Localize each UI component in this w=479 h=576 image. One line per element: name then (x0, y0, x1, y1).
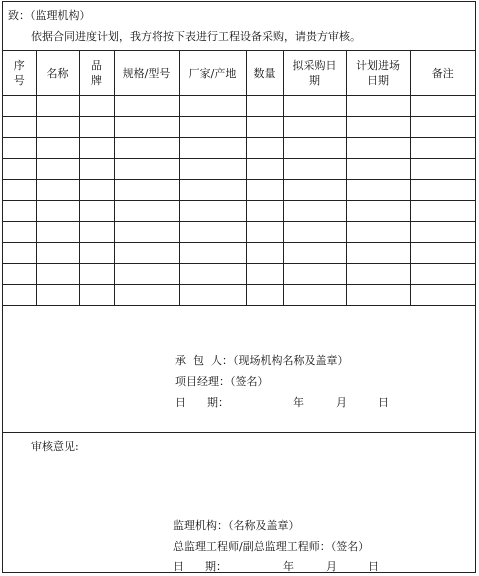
table-cell[interactable] (79, 96, 114, 117)
table-cell[interactable] (246, 285, 283, 306)
table-cell[interactable] (79, 243, 114, 264)
table-cell[interactable] (114, 180, 179, 201)
column-header: 序 号 (3, 51, 36, 96)
table-row (3, 243, 475, 264)
table-cell[interactable] (410, 201, 475, 222)
table-cell[interactable] (179, 96, 246, 117)
table-cell[interactable] (179, 243, 246, 264)
table-row (3, 285, 475, 306)
table-header-row (3, 51, 475, 96)
column-header: 数量 (246, 51, 283, 96)
table-cell[interactable] (79, 201, 114, 222)
section-divider (3, 432, 475, 433)
table-cell[interactable] (283, 243, 346, 264)
contractor-day: 日 (378, 396, 389, 409)
table-cell[interactable] (246, 180, 283, 201)
table-cell[interactable] (36, 96, 79, 117)
review-year: 年 (283, 560, 294, 573)
table-cell[interactable] (410, 96, 475, 117)
table-cell[interactable] (114, 138, 179, 159)
table-cell[interactable] (410, 243, 475, 264)
table-cell[interactable] (410, 222, 475, 243)
table-cell[interactable] (36, 243, 79, 264)
table-cell[interactable] (346, 264, 410, 285)
table-cell[interactable] (114, 222, 179, 243)
project-manager-sign: 项目经理：（签名） (175, 375, 269, 388)
table-cell[interactable] (36, 201, 79, 222)
table-cell[interactable] (283, 285, 346, 306)
table-cell[interactable] (283, 222, 346, 243)
table-cell[interactable] (179, 285, 246, 306)
table-row (3, 201, 475, 222)
table-cell[interactable] (114, 96, 179, 117)
table-cell[interactable] (283, 159, 346, 180)
table-row (3, 159, 475, 180)
table-cell[interactable] (36, 264, 79, 285)
column-header: 计划进场 日期 (346, 51, 410, 96)
table-cell[interactable] (346, 222, 410, 243)
table-cell[interactable] (346, 138, 410, 159)
table-cell[interactable] (114, 264, 179, 285)
table-cell[interactable] (283, 180, 346, 201)
table-row (3, 264, 475, 285)
column-header: 规格/型号 (114, 51, 179, 96)
table-cell[interactable] (114, 117, 179, 138)
table-cell[interactable] (346, 159, 410, 180)
table-cell[interactable] (3, 243, 36, 264)
table-row (3, 222, 475, 243)
table-cell[interactable] (410, 159, 475, 180)
contractor-date-label: 日 期： (175, 396, 229, 409)
review-agency-sign: 监理机构：（名称及盖章） (173, 519, 300, 532)
equipment-table (3, 50, 475, 306)
table-cell[interactable] (79, 117, 114, 138)
table-cell[interactable] (79, 159, 114, 180)
chief-engineer-sign: 总监理工程师/副总监理工程师：（签名） (173, 540, 370, 553)
table-row (3, 180, 475, 201)
table-cell[interactable] (410, 117, 475, 138)
review-opinion-label: 审核意见: (31, 440, 79, 453)
table-cell[interactable] (346, 285, 410, 306)
review-date-label: 日 期： (173, 560, 227, 573)
column-header: 拟采购日 期 (283, 51, 346, 96)
table-cell[interactable] (114, 285, 179, 306)
table-row (3, 96, 475, 117)
table-cell[interactable] (346, 243, 410, 264)
table-cell[interactable] (3, 180, 36, 201)
table-cell[interactable] (3, 138, 36, 159)
contractor-year: 年 (293, 396, 304, 409)
column-header: 备注 (410, 51, 475, 96)
table-cell[interactable] (410, 180, 475, 201)
table-cell[interactable] (179, 159, 246, 180)
table-cell[interactable] (246, 117, 283, 138)
table-cell[interactable] (79, 222, 114, 243)
table-cell[interactable] (179, 138, 246, 159)
table-cell[interactable] (246, 222, 283, 243)
table-cell[interactable] (36, 285, 79, 306)
table-cell[interactable] (246, 264, 283, 285)
table-cell[interactable] (246, 96, 283, 117)
table-cell[interactable] (179, 264, 246, 285)
table-cell[interactable] (246, 201, 283, 222)
table-cell[interactable] (410, 285, 475, 306)
table-cell[interactable] (179, 180, 246, 201)
table-cell[interactable] (283, 264, 346, 285)
equipment-purchase-form (2, 1, 476, 573)
table-cell[interactable] (36, 180, 79, 201)
table-cell[interactable] (79, 285, 114, 306)
table-row (3, 138, 475, 159)
table-cell[interactable] (346, 96, 410, 117)
table-cell[interactable] (283, 201, 346, 222)
table-cell[interactable] (410, 264, 475, 285)
table-cell[interactable] (246, 243, 283, 264)
table-cell[interactable] (114, 159, 179, 180)
table-cell[interactable] (246, 138, 283, 159)
table-cell[interactable] (346, 117, 410, 138)
table-row (3, 117, 475, 138)
table-cell[interactable] (283, 96, 346, 117)
column-header: 厂家/产地 (179, 51, 246, 96)
table-cell[interactable] (179, 222, 246, 243)
table-cell[interactable] (36, 117, 79, 138)
table-cell[interactable] (79, 264, 114, 285)
table-cell[interactable] (36, 159, 79, 180)
table-cell[interactable] (79, 138, 114, 159)
table-cell[interactable] (3, 96, 36, 117)
table-cell[interactable] (3, 159, 36, 180)
column-header: 名称 (36, 51, 79, 96)
table-cell[interactable] (410, 138, 475, 159)
table-cell[interactable] (114, 201, 179, 222)
table-cell[interactable] (36, 138, 79, 159)
contractor-party: 承 包 人：（现场机构名称及盖章） (175, 354, 349, 367)
review-day: 日 (368, 560, 379, 573)
table-cell[interactable] (246, 159, 283, 180)
table-cell[interactable] (179, 201, 246, 222)
table-cell[interactable] (3, 264, 36, 285)
table-cell[interactable] (114, 243, 179, 264)
table-cell[interactable] (3, 285, 36, 306)
table-cell[interactable] (283, 138, 346, 159)
table-cell[interactable] (3, 201, 36, 222)
table-cell[interactable] (79, 180, 114, 201)
table-cell[interactable] (346, 201, 410, 222)
table-cell[interactable] (179, 117, 246, 138)
table-cell[interactable] (3, 222, 36, 243)
table-cell[interactable] (3, 117, 36, 138)
review-month: 月 (326, 560, 337, 573)
table-cell[interactable] (346, 180, 410, 201)
addressee-line: 致：（监理机构） (8, 9, 91, 22)
intro-text: 依据合同进度计划，我方将按下表进行工程设备采购，请贵方审核。 (31, 30, 361, 43)
table-cell[interactable] (283, 117, 346, 138)
table-cell[interactable] (36, 222, 79, 243)
column-header: 品 牌 (79, 51, 114, 96)
contractor-month: 月 (336, 396, 347, 409)
